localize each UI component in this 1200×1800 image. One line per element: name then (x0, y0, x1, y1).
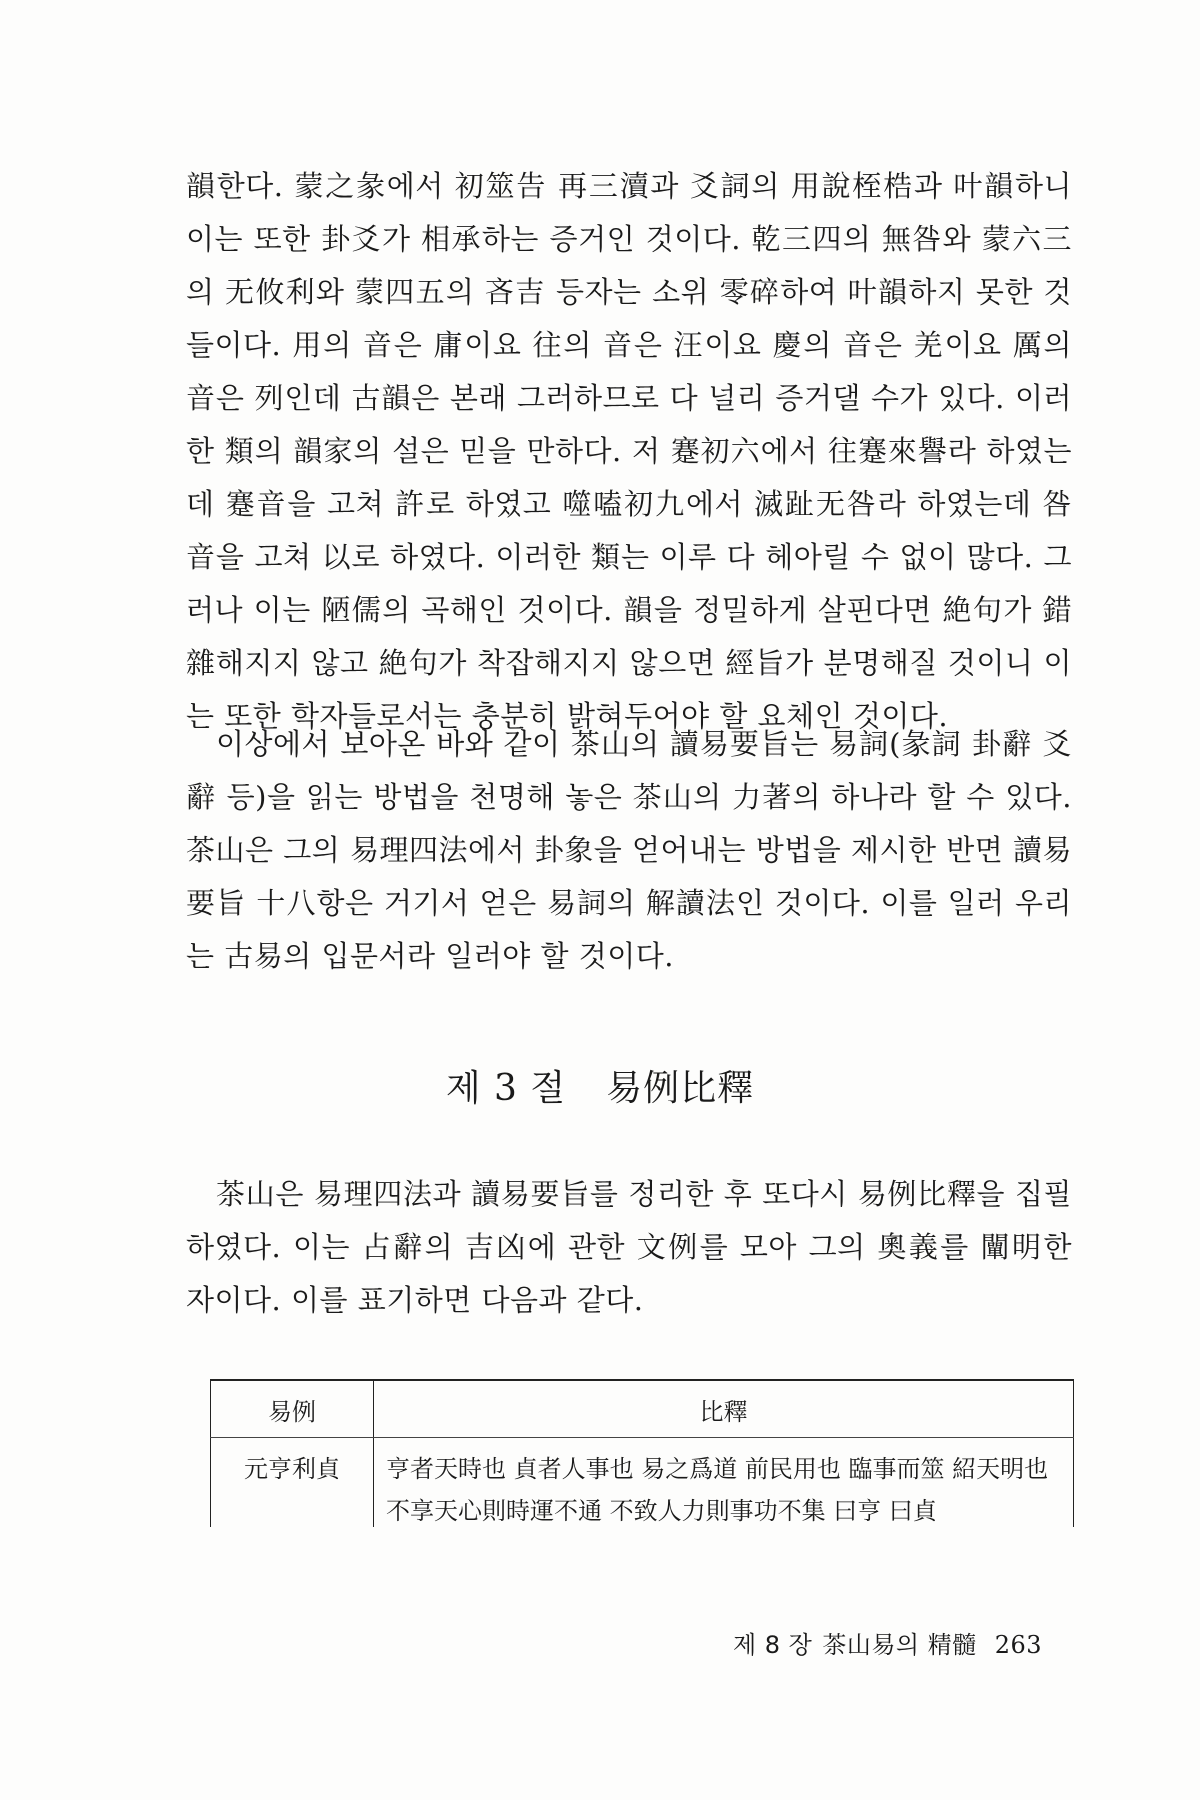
example-table (210, 1379, 1074, 1527)
table-row (211, 1438, 1074, 1528)
footer-chapter: 제 8 장 (732, 1631, 813, 1659)
section-heading (0, 1060, 1200, 1111)
paragraph-2: 이상에서 보아온 바와 같이 茶山의 讀易要旨는 易詞(彖詞 卦辭 爻辭 등)을 읽는 방법을 천명해 놓은 茶山의 力著의 하나라 할 수 있다. 茶山은 그의 易理四法에서 卦象을 얻어내는 방법을 제시한 반면 讀易要旨 十八항은 거기서 얻은 易詞의 解讀法인 것이다. 이를 일러 우리는 古易의 입문서라 일러야 할 것이다. (186, 727, 1072, 973)
table-header-row (211, 1380, 1074, 1438)
section-title: 易例比釋 (606, 1068, 755, 1109)
table-cell-term: 元亨利貞 (211, 1438, 374, 1528)
table-header-term: 易例 (211, 1380, 374, 1438)
running-footer (733, 1625, 1042, 1660)
footer-title: 茶山易의 精髓 (822, 1631, 977, 1659)
section-number: 제 3 절 (445, 1068, 567, 1109)
paragraph-3: 茶山은 易理四法과 讀易要旨를 정리한 후 또다시 易例比釋을 집필하였다. 이는 占辭의 吉凶에 관한 文例를 모아 그의 奧義를 闡明한 자이다. 이를 표기하면 다음과 같다. (186, 1177, 1072, 1317)
paragraph-1: 韻한다. 蒙之彖에서 初筮告 再三瀆과 爻詞의 用說桎梏과 叶韻하니 이는 또한 卦爻가 相承하는 증거인 것이다. 乾三四의 無咎와 蒙六三의 无攸利와 蒙四五의 吝吉 등자는 소위 零碎하여 叶韻하지 못한 것들이다. 用의 音은 庸이요 往의 音은 汪이요 慶의 音은 羌이요 厲의 音은 列인데 古韻은 본래 그러하므로 다 널리 증거댈 수가 있다. 이러한 類의 韻家의 설은 믿을 만하다. 저 蹇初六에서 往蹇來譽라 하였는데 蹇音을 고쳐 許로 하였고 噬嗑初九에서 滅趾无咎라 하였는데 咎音을 고쳐 以로 하였다. 이러한 類는 이루 다 헤아릴 수 없이 많다. 그러나 이는 陋儒의 곡해인 것이다. 韻을 정밀하게 살핀다면 絶句가 錯雜해지지 않고 絶句가 착잡해지지 않으면 經旨가 분명해질 것이니 이는 또한 학자들로서는 충분히 밝혀두어야 할 요체인 것이다. (186, 169, 1072, 733)
page-number: 263 (994, 1631, 1042, 1659)
table-cell-explanation: 亨者天時也 貞者人事也 易之爲道 前民用也 臨事而筮 紹天明也 不享天心則時運不通 不致人力則事功不集 曰亨 曰貞 (374, 1438, 1074, 1528)
example-table-container (210, 1379, 1074, 1527)
table-header-explanation: 比釋 (374, 1380, 1074, 1438)
